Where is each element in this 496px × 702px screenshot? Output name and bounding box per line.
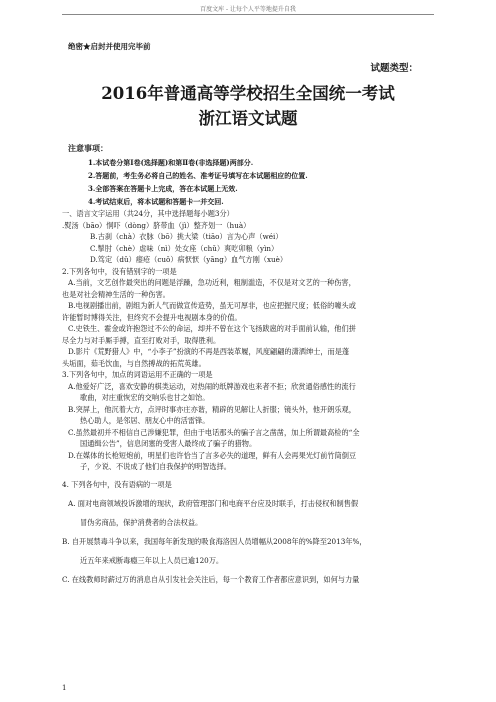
q3-line: 热心助人，是邻居、朋友心中的活雷锋。 (80, 416, 210, 425)
question-4 (62, 475, 436, 589)
q3-stem: 3.下列各句中，加点的词语运用不正确的一项是 (62, 370, 213, 379)
exam-type-label: 试题类型： (370, 63, 418, 74)
q2-line: C.史铁生、霍金或许抱怨过不公的命运，却并不曾在这个飞扬跋扈的对手面前认输，他们拼 (68, 324, 356, 333)
q2-line: 头垢面，茹毛饮血，与自然搏战的拓荒英雄。 (62, 358, 206, 368)
q3-line: 国通缉公告”，信息闭塞的受害人最终成了骗子的猎物。 (80, 439, 257, 448)
q4-stem: 4. 下列各句中，没有语病的一项是 (62, 479, 172, 489)
page-header: 百度文库 - 让每个人平等地提升自我 (200, 6, 296, 13)
q4-line: 冒伪劣商品，保护消费者的合法权益。 (80, 517, 203, 527)
q3-line: D.在媒体的长枪短炮前，明星们也许恰当了言多必失的道理，鲜有人会再果光灯前竹筒倒豆 (68, 450, 357, 460)
question-1 (62, 220, 436, 266)
section-heading: 一、语言文字运用（共24分，其中选择题每小题3分） (62, 209, 234, 218)
q3-line: A.他爱好广泛，喜欢安静的棋类运动，对热闹的纸牌游戏也来者不拒；欣赏通俗感性的流行 (68, 381, 356, 391)
notes-heading: 注意事项： (68, 143, 108, 153)
q2-line: 也是对社会精神生活的一种伤害。 (62, 289, 170, 299)
header-rule (62, 14, 434, 15)
q4-line: B. 自开展禁毒斗争以来，我国每年新发现的吸食海洛因人员增幅从2008年的%降至2013年%， (62, 536, 367, 546)
q1-option-a: .熨汤（bāo）恫吓（dòng）脐带血（jì）整齐划一（huà） (62, 220, 251, 230)
q2-line: D.影片《荒野猎人》中，“小李子”扮演的不再是西装革履，风度翩翩的潇洒绅士，而是蓬 (68, 347, 350, 356)
q2-line: 许能暂时博得关注，但终究不会提升电视剧本身的价值。 (62, 312, 242, 322)
q3-line: 歌曲，对庄重恢宏的交响乐也甘之如饴。 (80, 393, 210, 402)
q3-line: 子，少说、不说成了他们自我保护的明智选择。 (80, 462, 231, 471)
note-item: 3.全部答案在答题卡上完成，答在本试题上无效. (88, 184, 238, 193)
q4-line: C. 在线教师时薪过万的消息自从引发社会关注后，每一个教育工作者都应意识到，如何与力量 (62, 574, 360, 584)
document-subtitle: 浙江语文试题 (198, 109, 298, 128)
note-item: 4.考试结束后，将本试题和答题卡一并交回. (88, 197, 224, 206)
note-item: 1.本试卷分第Ⅰ卷(选择题)和第Ⅱ卷(非选择题)两部分. (88, 158, 254, 167)
question-3 (62, 369, 436, 473)
notes-list (88, 156, 448, 208)
q3-line: C.虽然最初并不相信自己涉嫌犯罪，但由于电话那头的骗子言之凿凿，加上所谓最高检的“全 (68, 427, 360, 437)
q4-line: 近五年来戒断毒瘾三年以上人员已逾120万。 (80, 555, 224, 565)
q1-option-b: B.古刹（chà）衣脉（bō）挑大梁（tiāo）言为心声（wéi） (90, 232, 283, 241)
q4-line: A. 面对电商领域投诉激增的现状，政府管理部门和电商平台应及时联手，打击侵权和制售假 (68, 498, 359, 508)
q2-line: B.电视剧播出前，剧组为新人气而做宣传造势，虽无可厚非，也应把握尺度；低俗的噱头或 (68, 301, 356, 310)
q1-option-d: D.笃定（dǔ）瘗疮（cuǒ）病恹恹（yāng）血气方刚（xuè） (90, 255, 288, 264)
page-number: 1 (62, 684, 67, 692)
document-title: 2016年普通高等学校招生全国统一考试 (101, 84, 395, 103)
q3-line: B.突屏上，他沉着大方，点评时事亦庄亦谐，精辟的见解让人折服；镜头外，他开朗乐观， (68, 404, 356, 414)
secret-label: 绝密★启封并使用完毕前 (68, 42, 151, 51)
q2-line: A.当前，文艺创作最突出的问题是浮躁，急功近利，粗制滥造，不仅是对文艺的一种伤害， (68, 278, 356, 287)
question-2 (62, 266, 436, 370)
q2-line: 尽全力与对手厮手搏，直至打败对手，取得胜利。 (62, 335, 221, 345)
note-item: 2.答题前，考生务必将自己的姓名、准考证号填写在本试题相应的位置. (88, 171, 308, 180)
question-content (62, 208, 436, 589)
q2-stem: 2.下列各句中，没有错别字的一项是 (62, 266, 177, 276)
q1-option-c: C.掣肘（chè）虐味（nì）处女座（chǔ）爽吃卯粮（yìn） (90, 243, 279, 253)
